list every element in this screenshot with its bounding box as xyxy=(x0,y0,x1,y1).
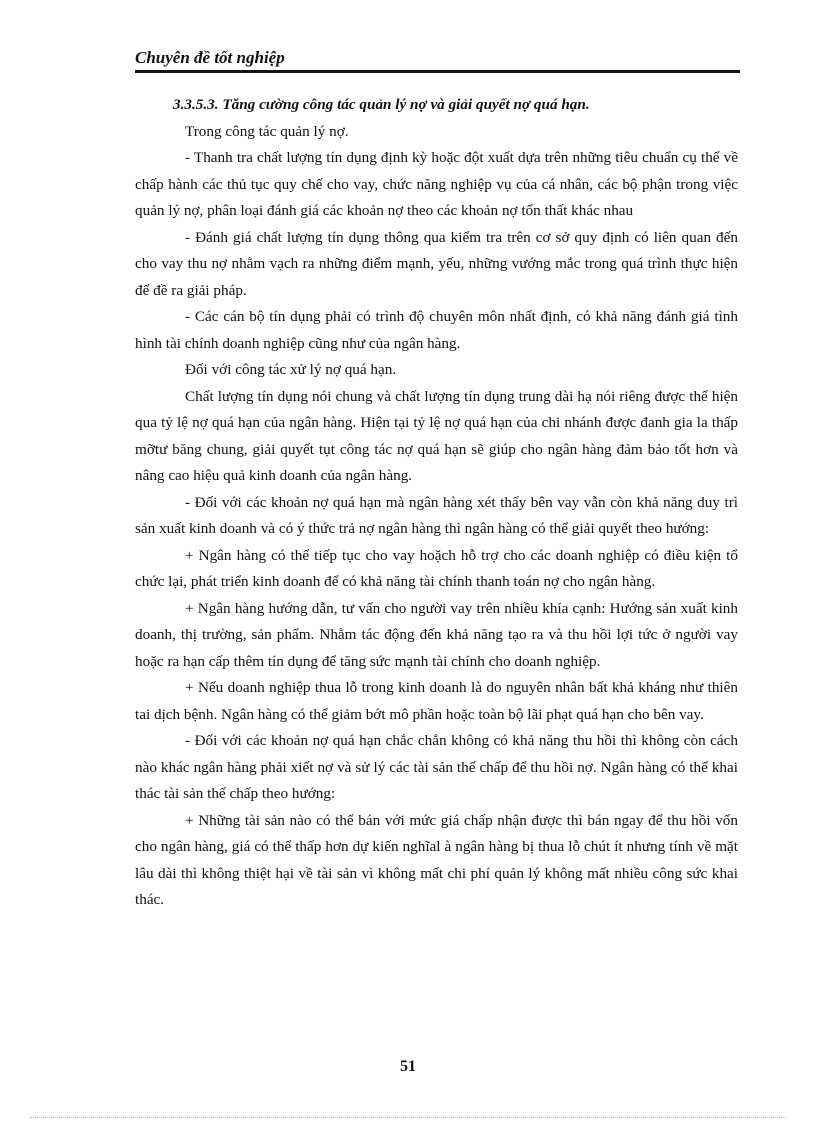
paragraph: Chất lượng tín dụng nói chung và chất lượng tín dụng trung dài hạ nói riêng được thể hiện qua tỷ lệ nợ quá hạn của ngân hàng. Hiện tại tỷ lệ nợ quá hạn của chi nhánh được đanh gia la thấp mỡtư băng chung, giải quyết tụt công tác nợ quá hạn sẽ giúp cho ngân hàng đảm bảo tốt hơn và nâng cao hiệu quả kinh doanh của ngân hàng. xyxy=(135,387,738,484)
page-bottom-border xyxy=(30,1117,786,1118)
paragraph: - Đối với các khoản nợ quá hạn mà ngân hàng xét thấy bên vay vẫn còn khả năng duy trì sản xuất kinh doanh và có ý thức trả nợ ngân hàng thì ngân hàng có thể giải quyết theo hướng: xyxy=(135,493,738,537)
paragraph: - Đánh giá chất lượng tín dụng thông qua kiểm tra trên cơ sở quy định có liên quan đến cho vay thu nợ nhằm vạch ra những điểm mạnh, yếu, những vướng mắc trong quá trình thực hiện để đề ra giải pháp. xyxy=(135,228,738,299)
paragraph: - Thanh tra chất lượng tín dụng định kỳ hoặc đột xuất dựa trên những tiêu chuẩn cụ thể về chấp hành các thủ tục quy chế cho vay, chức năng nghiệp vụ của cá nhân, các bộ phận trong việc quản lý nợ, phân loại đánh giá các khoản nợ theo các khoản nợ tổn thất khác nhau xyxy=(135,149,738,219)
paragraph: - Đối với các khoản nợ quá hạn chắc chắn không có khả năng thu hồi thì không còn cách nào khác ngân hàng phải xiết nợ và sử lý các tài sản thế chấp để thu hồi nợ. Ngân hàng có thể khai thác tài sản thế chấp theo hướng: xyxy=(135,732,738,802)
paragraph: - Các cán bộ tín dụng phải có trình độ chuyên môn nhất định, có khả năng đánh giá tình hình tài chính doanh nghiệp cũng như của ngân hàng. xyxy=(135,308,738,352)
paragraph: + Ngân hàng có thể tiếp tục cho vay hoặch hỗ trợ cho các doanh nghiệp có điều kiện tổ chức lại, phát triển kinh doanh để có khả năng tài chính thanh toán nợ cho ngân hàng. xyxy=(135,546,738,590)
paragraph: + Những tài sản nào có thể bán với mức giá chấp nhận được thì bán ngay để thu hồi vốn cho ngân hàng, giá có thể thấp hơn dự kiến nghĩal à ngân hàng bị thua lỗ chút ít nhưng tính về mặt lâu dài thì không thiệt hại về tài sản vì không mất chi phí quản lý không mất nhiều công sức khai thác. xyxy=(135,811,738,908)
section-heading: 3.3.5.3. Tăng cường công tác quản lý nợ và giải quyết nợ quá hạn. xyxy=(173,96,590,113)
running-header: Chuyên đề tốt nghiệp xyxy=(135,48,740,73)
paragraph: Trong công tác quản lý nợ. xyxy=(185,122,349,140)
page-body xyxy=(135,92,738,914)
page-number: 51 xyxy=(400,1058,416,1075)
paragraph: + Ngân hàng hướng dẫn, tư vấn cho người vay trên nhiều khía cạnh: Hướng sản xuất kinh doanh, thị trường, sản phẩm. Nhằm tác động đến khả năng tạo ra và thu hồi lợi tức ở người vay hoặc ra hạn cấp thêm tín dụng để tăng sức mạnh tài chính cho doanh nghiệp. xyxy=(135,599,738,670)
paragraph: Đối với công tác xử lý nợ quá hạn. xyxy=(185,361,397,378)
paragraph: + Nếu doanh nghiệp thua lỗ trong kinh doanh là do nguyên nhân bất khả kháng như thiên tai dịch bệnh. Ngân hàng có thể giảm bớt mô phần hoặc toàn bộ lãi phạt quá hạn cho bên vay. xyxy=(135,679,738,723)
